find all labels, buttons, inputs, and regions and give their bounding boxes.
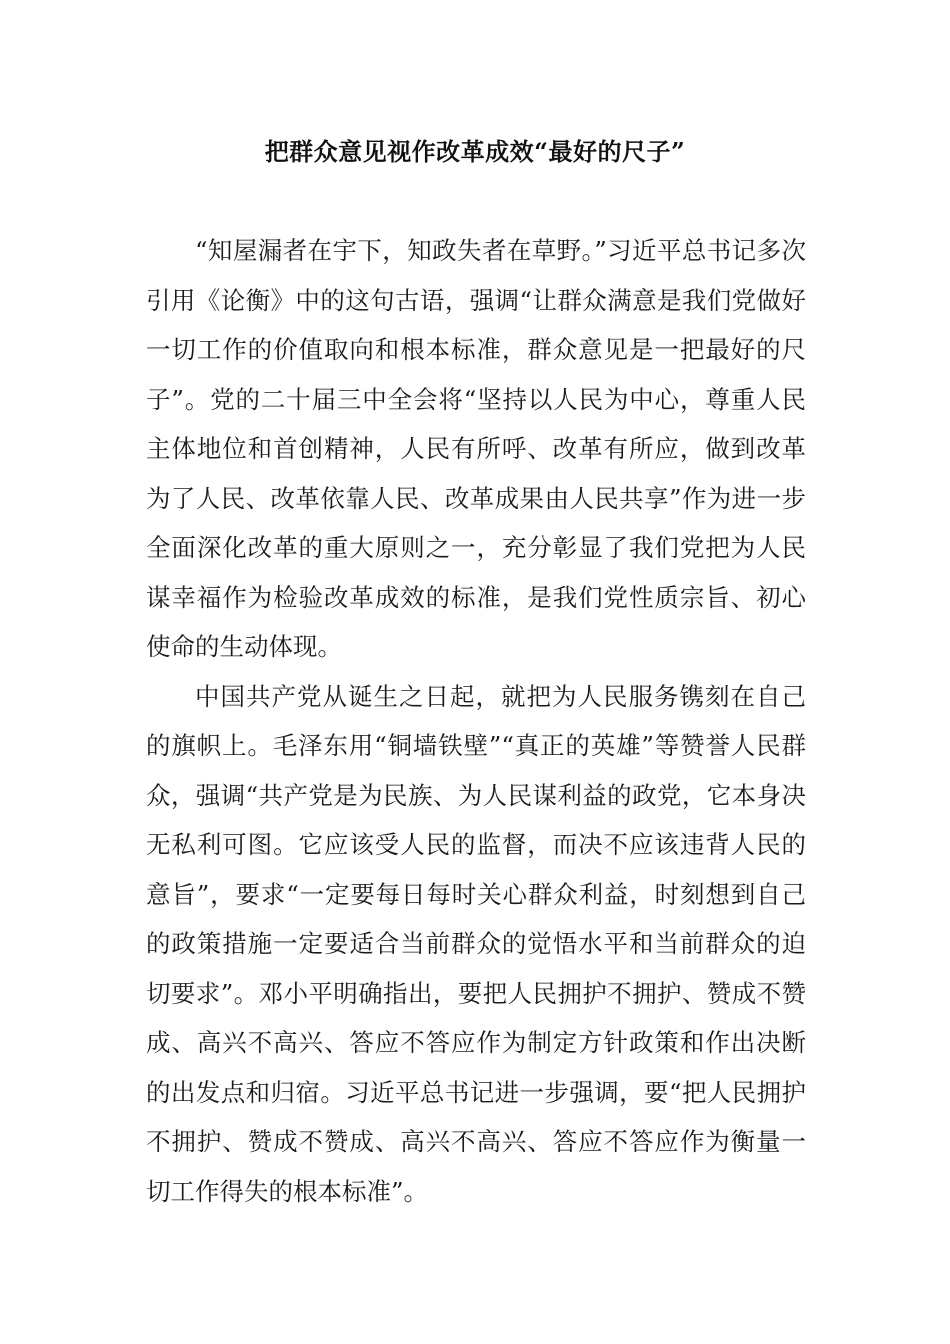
document-body [146,226,806,1216]
paragraph-2: 中国共产党从诞生之日起，就把为人民服务镌刻在自己的旗帜上。毛泽东用“铜墙铁壁”“真正的英雄”等赞誉人民群众，强调“共产党是为民族、为人民谋利益的政党，它本身决无私利可图。它应该受人民的监督，而决不应该违背人民的意旨”，要求“一定要每日每时关心群众利益，时刻想到自己的政策措施一定要适合当前群众的觉悟水平和当前群众的迫切要求”。邓小平明确指出，要把人民拥护不拥护、赞成不赞成、高兴不高兴、答应不答应作为制定方针政策和作出决断的出发点和归宿。习近平总书记进一步强调，要“把人民拥护不拥护、赞成不赞成、高兴不高兴、答应不答应作为衡量一切工作得失的根本标准”。 [146,681,806,1206]
paragraph-1: “知屋漏者在宇下，知政失者在草野。”习近平总书记多次引用《论衡》中的这句古语，强调“让群众满意是我们党做好一切工作的价值取向和根本标准，群众意见是一把最好的尺子”。党的二十届三中全会将“坚持以人民为中心，尊重人民主体地位和首创精神，人民有所呼、改革有所应，做到改革为了人民、改革依靠人民、改革成果由人民共享”作为进一步全面深化改革的重大原则之一，充分彰显了我们党把为人民谋幸福作为检验改革成效的标准，是我们党性质宗旨、初心使命的生动体现。 [146,236,806,661]
document-title: 把群众意见视作改革成效“最好的尺子” [264,137,686,166]
